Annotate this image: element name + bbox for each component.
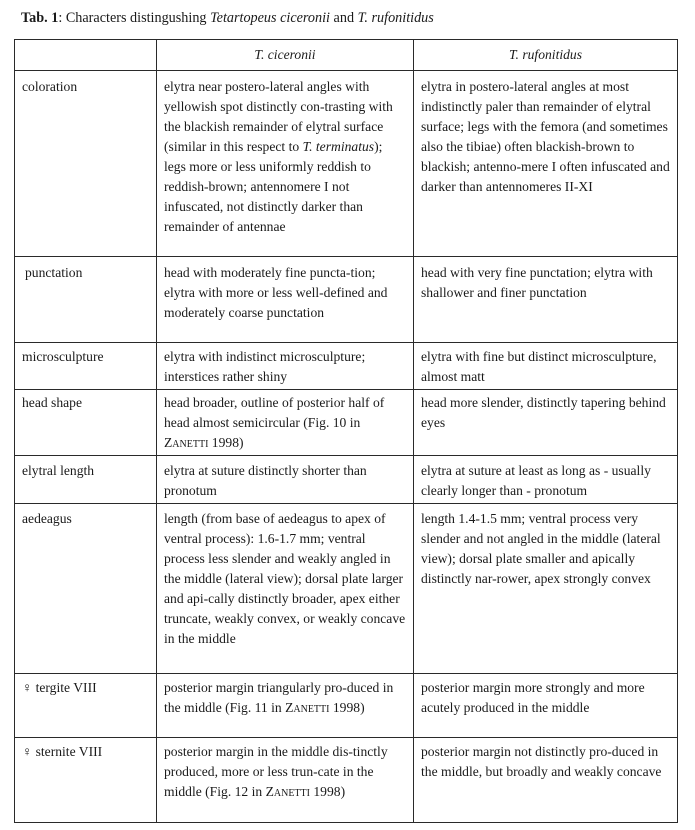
header-ciceronii: T. ciceronii [157, 40, 414, 71]
table-row [15, 343, 678, 390]
header-character [15, 40, 157, 71]
table-row [15, 674, 678, 738]
table-caption [21, 10, 434, 27]
header-rufonitidus: T. rufonitidus [414, 40, 678, 71]
cell-text: 1998) [208, 435, 244, 450]
cell-text: 1998) [309, 784, 346, 799]
cell-author: Zanetti [285, 700, 330, 715]
caption-text-before: : Characters distingushing [58, 10, 211, 26]
caption-label: Tab. 1 [21, 10, 59, 26]
row-label: microsculpture [15, 343, 157, 390]
cell-text: head broader, outline of posterior half of head almost semicircular (Fig. 10 in [164, 395, 385, 430]
ciceronii-cell: head with moderately fine puncta-tion; elytra with more or less well-defined and moderately coarse punctation [157, 257, 414, 343]
row-label: punctation [15, 257, 157, 343]
row-label: elytral length [15, 456, 157, 504]
ciceronii-cell: length (from base of aedeagus to apex of ventral process): 1.6-1.7 mm; ventral process less slender and weakly angled in the middle (lateral view); dorsal plate larger and api-cally distinctly broader, apex either truncate, weakly convex, or weakly concave in the middle [157, 504, 414, 674]
cell-text: 1998) [329, 700, 365, 715]
cell-text: posterior margin in the middle dis-tinctly produced, more or less trun-cate in the middle (Fig. 12 in [164, 744, 388, 799]
cell-text: posterior margin triangularly pro-duced in the middle (Fig. 11 in [164, 680, 394, 715]
caption-species-a: Tetartopeus ciceronii [210, 10, 330, 26]
ciceronii-cell [157, 390, 414, 456]
ciceronii-cell: elytra with indistinct microsculpture; interstices rather shiny [157, 343, 414, 390]
table-row [15, 456, 678, 504]
table-row [15, 257, 678, 343]
row-label: coloration [15, 71, 157, 257]
characters-table [14, 39, 678, 823]
table-row [15, 390, 678, 456]
cell-text: ); legs more or less uniformly reddish to reddish-brown; antennomere I not infuscated, not distinctly darker than remainder of antennae [164, 139, 383, 234]
cell-author: Zanetti [265, 784, 310, 799]
ciceronii-cell [157, 71, 414, 257]
cell-author: Zanetti [164, 435, 209, 450]
table-row [15, 71, 678, 257]
row-label: ♀ sternite VIII [15, 738, 157, 823]
rufonitidus-cell: elytra at suture at least as long as - usually clearly longer than - pronotum [414, 456, 678, 504]
row-label: ♀ tergite VIII [15, 674, 157, 738]
table-header-row [15, 40, 678, 71]
caption-species-b: T. rufonitidus [357, 10, 434, 26]
rufonitidus-cell: elytra with fine but distinct microsculpture, almost matt [414, 343, 678, 390]
rufonitidus-cell: length 1.4-1.5 mm; ventral process very slender and not angled in the middle (lateral view); dorsal plate smaller and apically distinctly nar-rower, apex strongly convex [414, 504, 678, 674]
table-row [15, 738, 678, 823]
rufonitidus-cell: head more slender, distinctly tapering behind eyes [414, 390, 678, 456]
caption-text-middle: and [330, 10, 358, 26]
ciceronii-cell [157, 674, 414, 738]
cell-species: T. terminatus [302, 139, 375, 154]
ciceronii-cell [157, 738, 414, 823]
rufonitidus-cell: head with very fine punctation; elytra with shallower and finer punctation [414, 257, 678, 343]
row-label: head shape [15, 390, 157, 456]
table-row [15, 504, 678, 674]
cell-text: elytra near postero-lateral angles with yellowish spot distinctly con-trasting with the blackish remainder of elytral surface (similar in this respect to [164, 79, 393, 154]
ciceronii-cell: elytra at suture distinctly shorter than pronotum [157, 456, 414, 504]
rufonitidus-cell: posterior margin more strongly and more acutely produced in the middle [414, 674, 678, 738]
rufonitidus-cell: elytra in postero-lateral angles at most indistinctly paler than remainder of elytral surface; legs with the femora (and sometimes also the tibiae) often blackish-brown to blackish; antenno-mere I often infuscated and darker than antennomeres II-XI [414, 71, 678, 257]
row-label: aedeagus [15, 504, 157, 674]
rufonitidus-cell: posterior margin not distinctly pro-duced in the middle, but broadly and weakly concave [414, 738, 678, 823]
